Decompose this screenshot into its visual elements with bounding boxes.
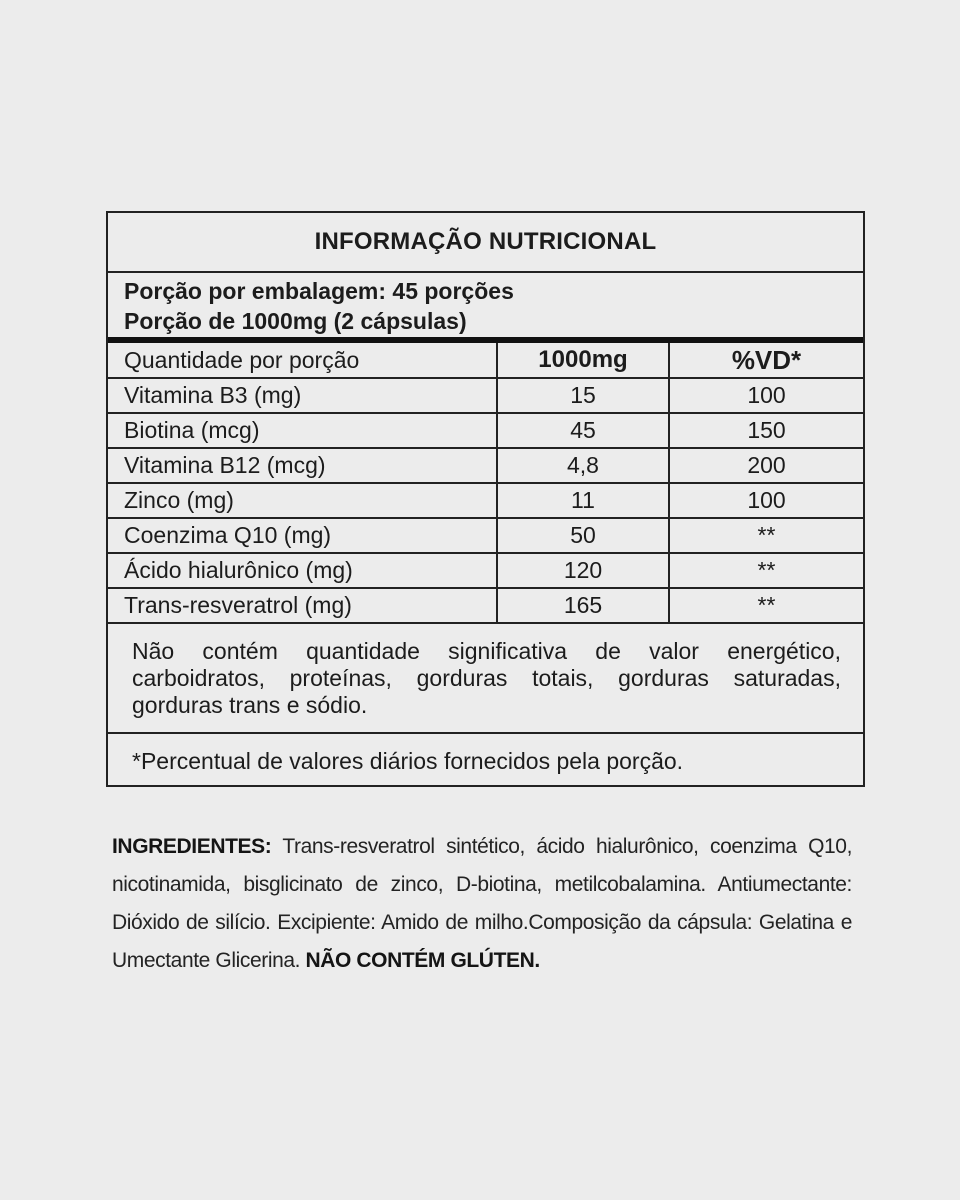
nutrient-name: Ácido hialurônico (mg) xyxy=(108,553,497,588)
table-row xyxy=(108,483,863,518)
gluten-warning: NÃO CONTÉM GLÚTEN. xyxy=(305,949,540,972)
nutrient-amount: 15 xyxy=(497,378,669,413)
table-header-row xyxy=(108,343,863,378)
nutrient-name: Biotina (mcg) xyxy=(108,413,497,448)
nutrition-table xyxy=(108,343,863,624)
column-header-daily-value: %VD* xyxy=(669,343,863,378)
nutrient-amount: 120 xyxy=(497,553,669,588)
ingredients-paragraph xyxy=(112,828,852,980)
ingredients-list: Trans-resveratrol sintético, ácido hialurônico, coenzima Q10, nicotinamida, bisglicinato de zinco, D-biotina, metilcobalamina. Antiumectante: Dióxido de silício. Excipiente: Amido de milho.Composição da cápsula: Gelatina e Umectante Glicerina. xyxy=(112,835,852,972)
nutrient-daily-value: 100 xyxy=(669,378,863,413)
table-row xyxy=(108,553,863,588)
nutrient-daily-value: 200 xyxy=(669,448,863,483)
nutrient-amount: 50 xyxy=(497,518,669,553)
nutrient-daily-value: ** xyxy=(669,518,863,553)
nutrition-facts-panel xyxy=(106,211,865,787)
nutrition-note: Não contém quantidade significativa de valor energético, carboidratos, proteínas, gorduras totais, gorduras saturadas, gorduras trans e sódio. xyxy=(108,624,863,734)
nutrient-daily-value: ** xyxy=(669,553,863,588)
table-row xyxy=(108,378,863,413)
portion-size: Porção de 1000mg (2 cápsulas) xyxy=(124,308,467,334)
nutrient-amount: 4,8 xyxy=(497,448,669,483)
nutrition-title: INFORMAÇÃO NUTRICIONAL xyxy=(108,213,863,273)
nutrient-daily-value: ** xyxy=(669,588,863,623)
nutrient-amount: 165 xyxy=(497,588,669,623)
nutrient-amount: 11 xyxy=(497,483,669,518)
table-row xyxy=(108,518,863,553)
nutrient-name: Vitamina B3 (mg) xyxy=(108,378,497,413)
portion-info xyxy=(108,273,863,343)
nutrient-name: Coenzima Q10 (mg) xyxy=(108,518,497,553)
nutrient-amount: 45 xyxy=(497,413,669,448)
nutrient-name: Trans-resveratrol (mg) xyxy=(108,588,497,623)
ingredients-heading: INGREDIENTES: xyxy=(112,835,272,858)
nutrient-daily-value: 150 xyxy=(669,413,863,448)
column-header-amount: 1000mg xyxy=(497,343,669,378)
nutrient-daily-value: 100 xyxy=(669,483,863,518)
daily-value-footnote: *Percentual de valores diários fornecidos pela porção. xyxy=(132,748,684,774)
nutrient-name: Vitamina B12 (mcg) xyxy=(108,448,497,483)
nutrient-name: Zinco (mg) xyxy=(108,483,497,518)
table-row xyxy=(108,413,863,448)
portion-per-package: Porção por embalagem: 45 porções xyxy=(124,278,514,304)
column-header-nutrient: Quantidade por porção xyxy=(108,343,497,378)
table-row xyxy=(108,588,863,623)
table-row xyxy=(108,448,863,483)
